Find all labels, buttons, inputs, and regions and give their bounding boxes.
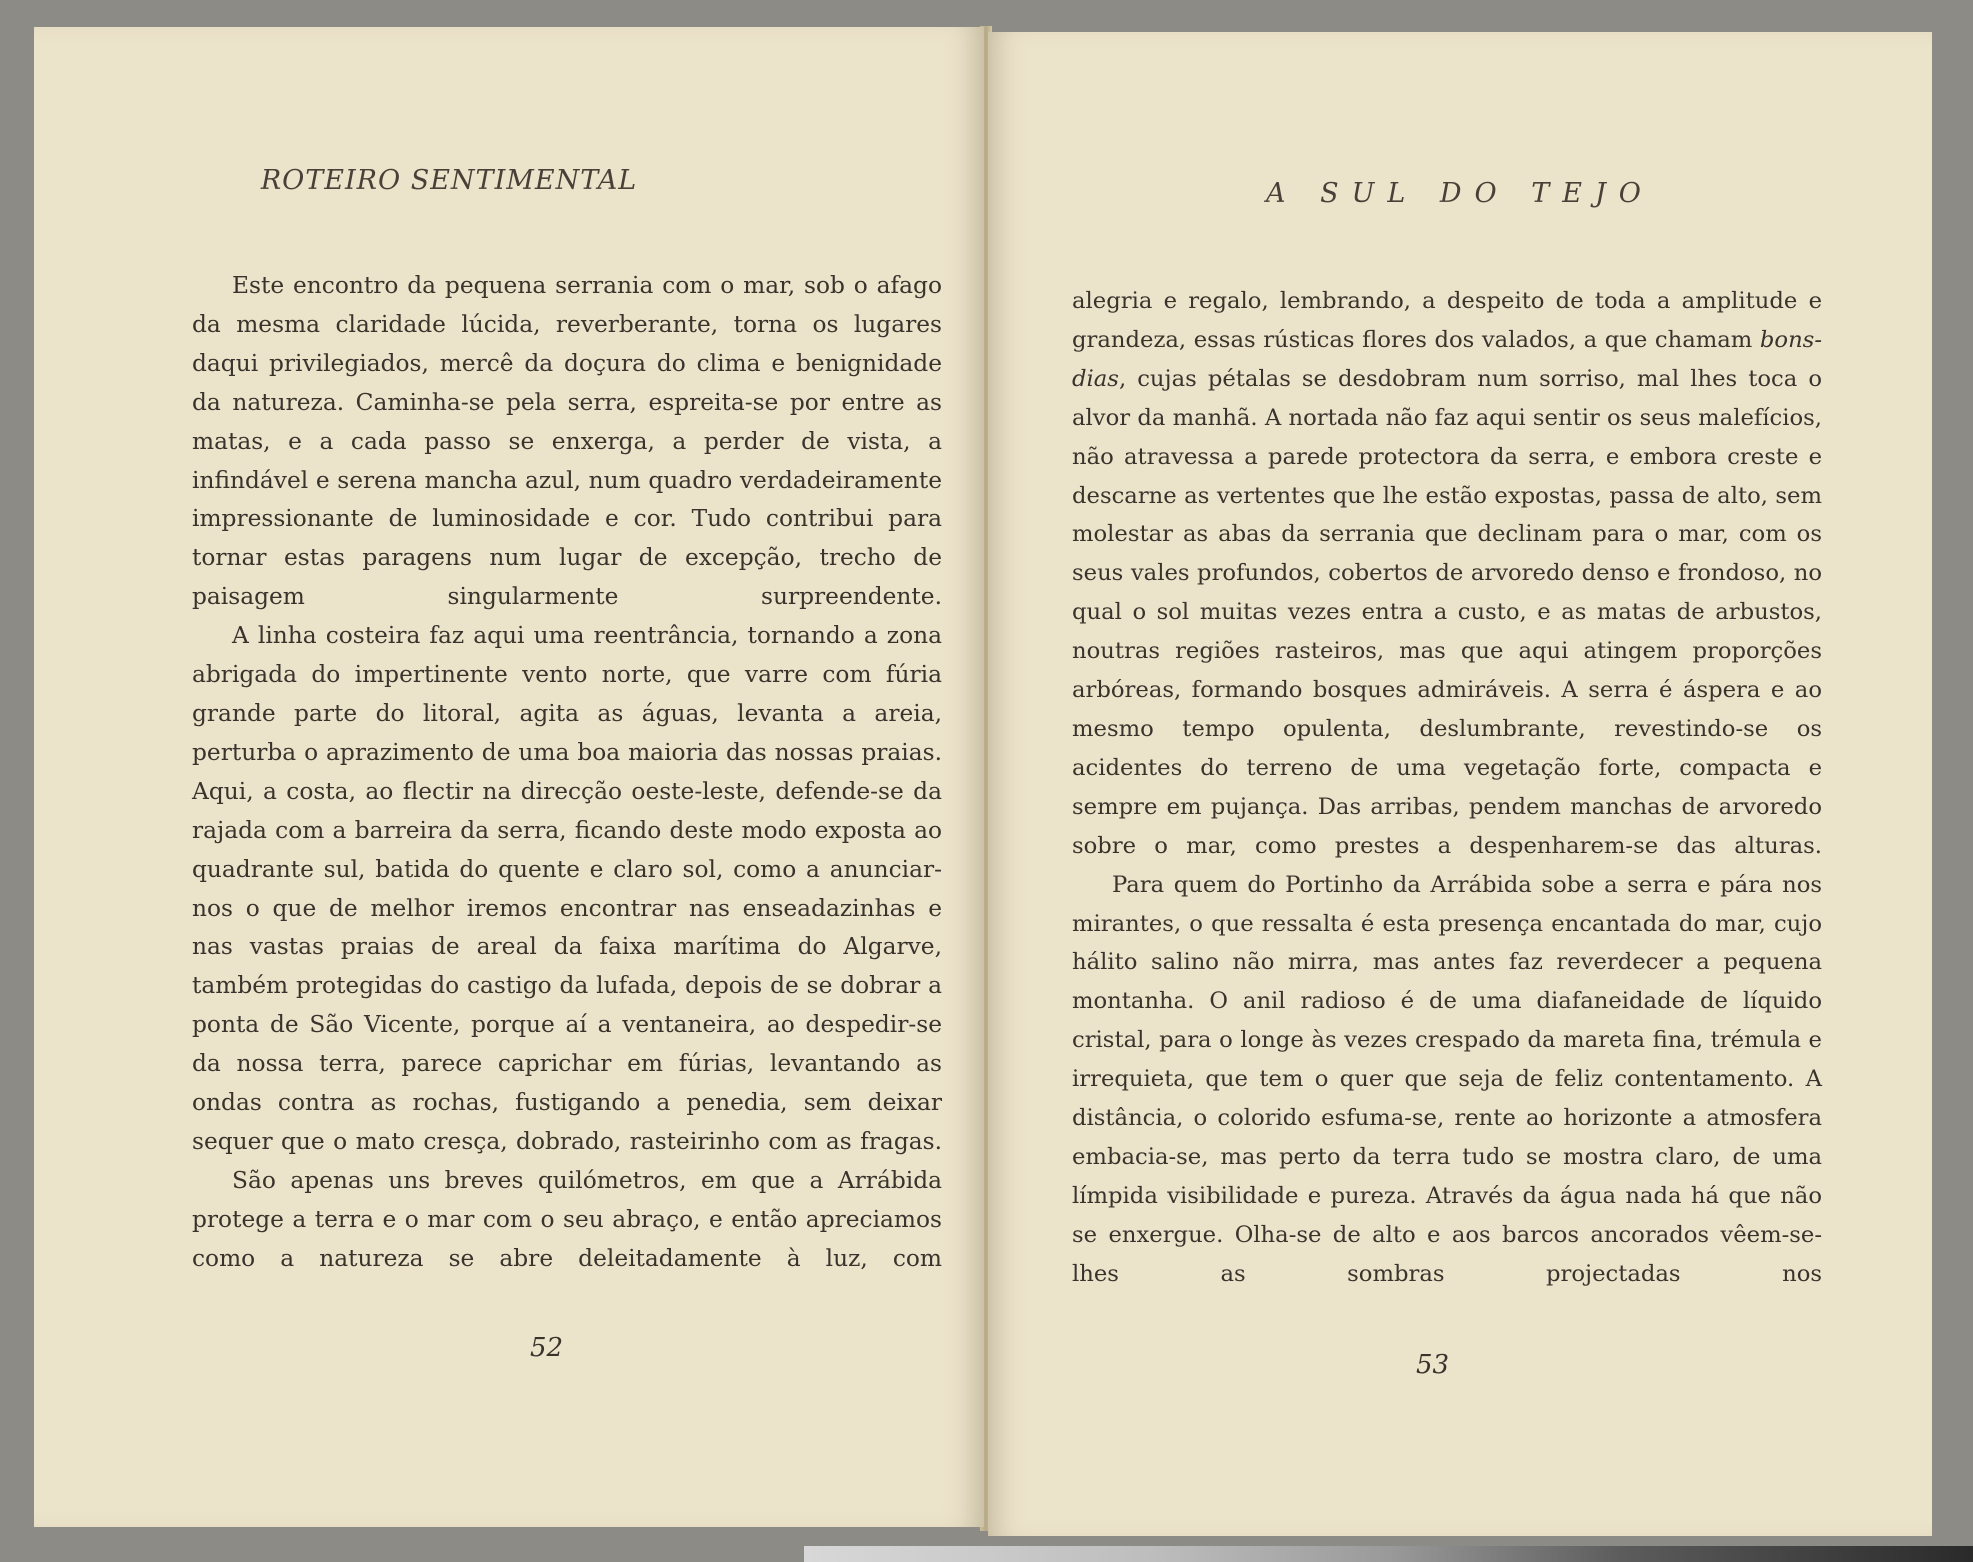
right-running-head: A SUL DO TEJO (1266, 178, 1654, 209)
right-paragraph-2: Para quem do Portinho da Arrábida sobe a serra e pára nos mirantes, o que ressalta é esta presença encantada do mar, cujo hálito salino não mirra, mas antes faz reverdecer a pequena montanha. O anil radioso é de uma diafaneidade de líquido cristal, para o longe às vezes crespado da mareta fina, trémula e irrequieta, que tem o quer que seja de feliz contentamento. A distância, o colorido esfuma-se, rente ao horizonte a atmosfera embacia-se, mas perto da terra tudo se mostra claro, de uma límpida visibilidade e pureza. Através da água nada há que não se enxergue. Olha-se de alto e aos barcos ancorados vêem-se-lhes as sombras projectadas nos (1072, 871, 1822, 1287)
right-page-number: 53 (1416, 1350, 1450, 1380)
right-paragraph-1-start: alegria e regalo, lembrando, a despeito de toda a amplitude e grandeza, essas rústicas flores dos valados, a que chamam (1072, 288, 1822, 353)
right-paragraph-1-rest: , cujas pétalas se desdobram num sorriso, mal lhes toca o alvor da manhã. A nortada não faz aqui sentir os seus malefícios, não atravessa a parede protectora da serra, e embora creste e descarne as vertentes que lhe estão expostas, passa de alto, sem molestar as abas da serrania que declinam para o mar, com os seus vales profundos, cobertos de arvoredo denso e frondoso, no qual o sol muitas vezes entra a custo, e as matas de arbustos, noutras regiões rasteiros, mas que aqui atingem proporções arbóreas, formando bosques admiráveis. A serra é áspera e ao mesmo tempo opulenta, deslumbrante, revestindo-se os acidentes do terreno de uma vegetação forte, compacta e sempre em pujança. Das arribas, pendem manchas de arvoredo sobre o mar, como prestes a despenharem-se das alturas. (1072, 365, 1822, 859)
scan-calibration-strip (804, 1546, 1973, 1562)
right-page-body (1072, 282, 1822, 1294)
left-paragraph-3: São apenas uns breves quilómetros, em que a Arrábida protege a terra e o mar com o seu abraço, e então apreciamos como a natureza se abre deleitadamente à luz, com (192, 1166, 942, 1272)
left-page (34, 27, 984, 1527)
left-page-number: 52 (530, 1333, 564, 1363)
left-paragraph-2: A linha costeira faz aqui uma reentrância, tornando a zona abrigada do impertinente vento norte, que varre com fúria grande parte do litoral, agita as águas, levanta a areia, perturba o aprazimento de uma boa maioria das nossas praias. Aqui, a costa, ao flectir na direcção oeste-leste, defende-se da rajada com a barreira da serra, ficando deste modo exposta ao quadrante sul, batida do quente e claro sol, como a anunciar-nos o que de melhor iremos encontrar nas enseadazinhas e nas vastas praias de areal da faixa marítima do Algarve, também protegidas do castigo da lufada, depois de se dobrar a ponta de São Vicente, porque aí a ventaneira, ao despedir-se da nossa terra, parece caprichar em fúrias, levantando as ondas contra as rochas, fustigando a penedia, sem deixar sequer que o mato cresça, dobrado, rasteirinho com as fragas. (192, 622, 942, 1155)
right-paragraph-1 (1072, 282, 1822, 866)
right-page (988, 32, 1932, 1536)
left-page-body (192, 267, 942, 1279)
left-running-head: ROTEIRO SENTIMENTAL (260, 165, 638, 196)
italic-term: bons-dias (1072, 326, 1822, 392)
left-paragraph-1: Este encontro da pequena serrania com o mar, sob o afago da mesma claridade lúcida, reverberante, torna os lugares daqui privilegiados, mercê da doçura do clima e benignidade da natureza. Caminha-se pela serra, espreita-se por entre as matas, e a cada passo se enxerga, a perder de vista, a infindável e serena mancha azul, num quadro verdadeiramente impressionante de luminosidade e cor. Tudo contribui para tornar estas paragens num lugar de excepção, trecho de paisagem singularmente surpreendente. (192, 272, 942, 611)
